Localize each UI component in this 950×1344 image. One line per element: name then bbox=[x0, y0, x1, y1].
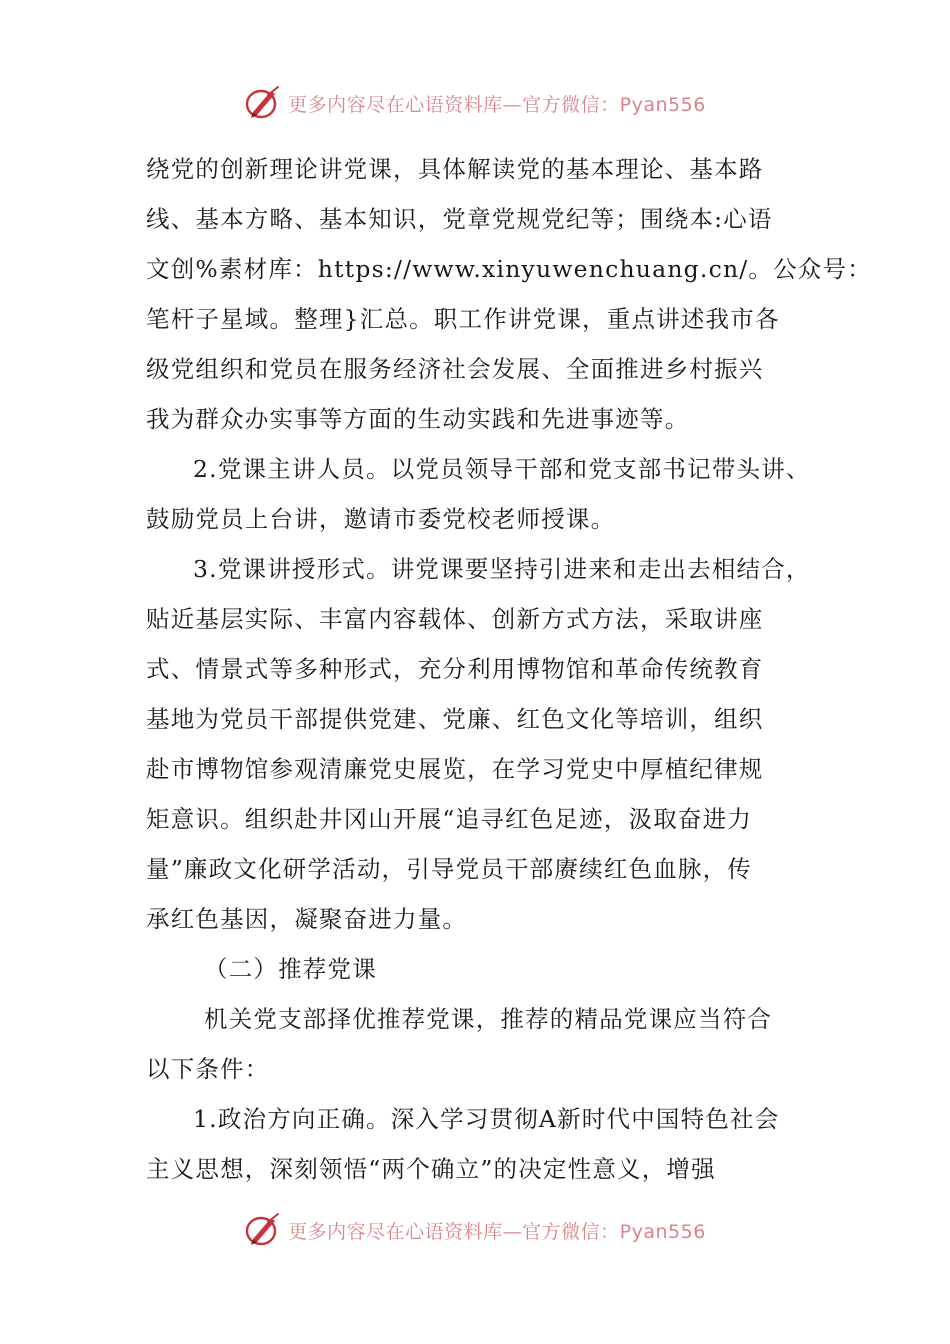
watermark-banner-bottom bbox=[0, 1210, 950, 1250]
text-line: 文创%素材库：https://www.xinyuwenchuang.cn/。公众号： bbox=[146, 255, 872, 283]
text-line: 笔杆子星域。整理}汇总。职工作讲党课，重点讲述我市各 bbox=[146, 305, 780, 333]
watermark-text: 更多内容尽在心语资料库—官方微信：Pyan556 bbox=[288, 1220, 706, 1243]
text-line: 线、基本方略、基本知识，党章党规党纪等；围绕本:心语 bbox=[146, 205, 773, 233]
paragraph-3 bbox=[146, 544, 836, 944]
text-line: 承红色基因，凝聚奋进力量。 bbox=[146, 905, 468, 933]
section-heading bbox=[146, 944, 836, 994]
text-line: 3.党课讲授形式。讲党课要坚持引进来和走出去相结合， bbox=[193, 555, 811, 583]
watermark-text: 更多内容尽在心语资料库—官方微信：Pyan556 bbox=[288, 93, 706, 116]
paragraph-2 bbox=[146, 444, 836, 544]
text-line: 矩意识。组织赴井冈山开展“追寻红色足迹，汲取奋进力 bbox=[146, 805, 753, 833]
text-line: 级党组织和党员在服务经济社会发展、全面推进乡村振兴 bbox=[146, 355, 764, 383]
section-heading-text: （二）推荐党课 bbox=[204, 955, 377, 983]
text-line: 绕党的创新理论讲党课，具体解读党的基本理论、基本路 bbox=[146, 155, 764, 183]
text-line: 2.党课主讲人员。以党员领导干部和党支部书记带头讲、 bbox=[193, 455, 811, 483]
document-body bbox=[146, 144, 872, 1194]
text-line: 1.政治方向正确。深入学习贯彻A新时代中国特色社会 bbox=[193, 1105, 780, 1133]
text-line: 我为群众办实事等方面的生动实践和先进事迹等。 bbox=[146, 405, 690, 433]
paragraph-4 bbox=[146, 994, 836, 1094]
paragraph-5 bbox=[146, 1094, 836, 1194]
text-line: 鼓励党员上台讲，邀请市委党校老师授课。 bbox=[146, 505, 616, 533]
text-line: 量”廉政文化研学活动，引导党员干部赓续红色血脉，传 bbox=[146, 855, 753, 883]
watermark-banner-top bbox=[0, 83, 950, 123]
text-line: 式、情景式等多种形式，充分利用博物馆和革命传统教育 bbox=[146, 655, 764, 683]
text-line: 赴市博物馆参观清廉党史展览，在学习党史中厚植纪律规 bbox=[146, 755, 764, 783]
text-line: 机关党支部择优推荐党课，推荐的精品党课应当符合 bbox=[204, 1005, 773, 1033]
paragraph-1 bbox=[146, 144, 872, 444]
text-line: 主义思想，深刻领悟“两个确立”的决定性意义，增强 bbox=[146, 1155, 716, 1183]
pen-circle-logo-icon bbox=[244, 85, 284, 121]
text-line: 贴近基层实际、丰富内容载体、创新方式方法，采取讲座 bbox=[146, 605, 764, 633]
text-line: 基地为党员干部提供党建、党廉、红色文化等培训，组织 bbox=[146, 705, 764, 733]
text-line: 以下条件： bbox=[146, 1055, 270, 1083]
pen-circle-logo-icon bbox=[244, 1212, 284, 1248]
